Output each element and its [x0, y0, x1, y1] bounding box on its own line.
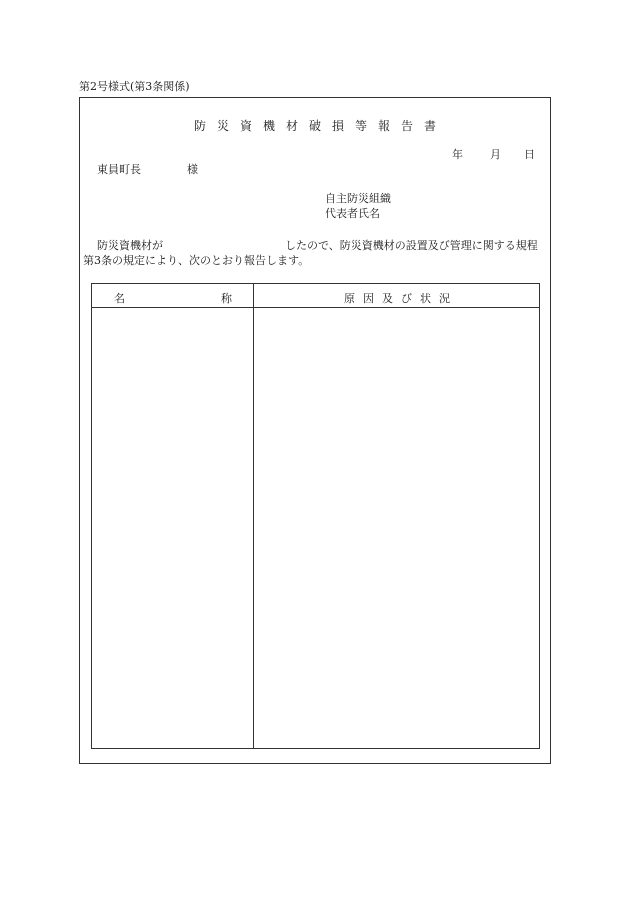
representative-label: 代表者氏名 [325, 207, 380, 220]
document-title: 防災資機材破損等報告書 [193, 119, 447, 133]
addressee-honorific: 様 [187, 163, 198, 176]
addressee: 東員町長 [97, 163, 141, 176]
cause-status-cell[interactable] [254, 308, 539, 748]
table-header-cause: 原因及び状況 [344, 292, 458, 305]
date-year-label: 年 [452, 148, 463, 161]
name-cell[interactable] [92, 308, 252, 748]
form-number-label: 第2号様式(第3条関係) [79, 80, 190, 93]
table-header-name-part2: 称 [221, 292, 232, 305]
body-text-line2: 第3条の規定により、次のとおり報告します。 [83, 254, 310, 267]
organization-label: 自主防災組織 [325, 192, 391, 205]
table-header-name-part1: 名 [114, 292, 125, 305]
date-day-label: 日 [524, 148, 535, 161]
body-text-continued: したので、防災資機材の設置及び管理に関する規程 [285, 239, 538, 252]
date-month-label: 月 [490, 148, 501, 161]
body-text-start: 防災資機材が [97, 239, 163, 252]
